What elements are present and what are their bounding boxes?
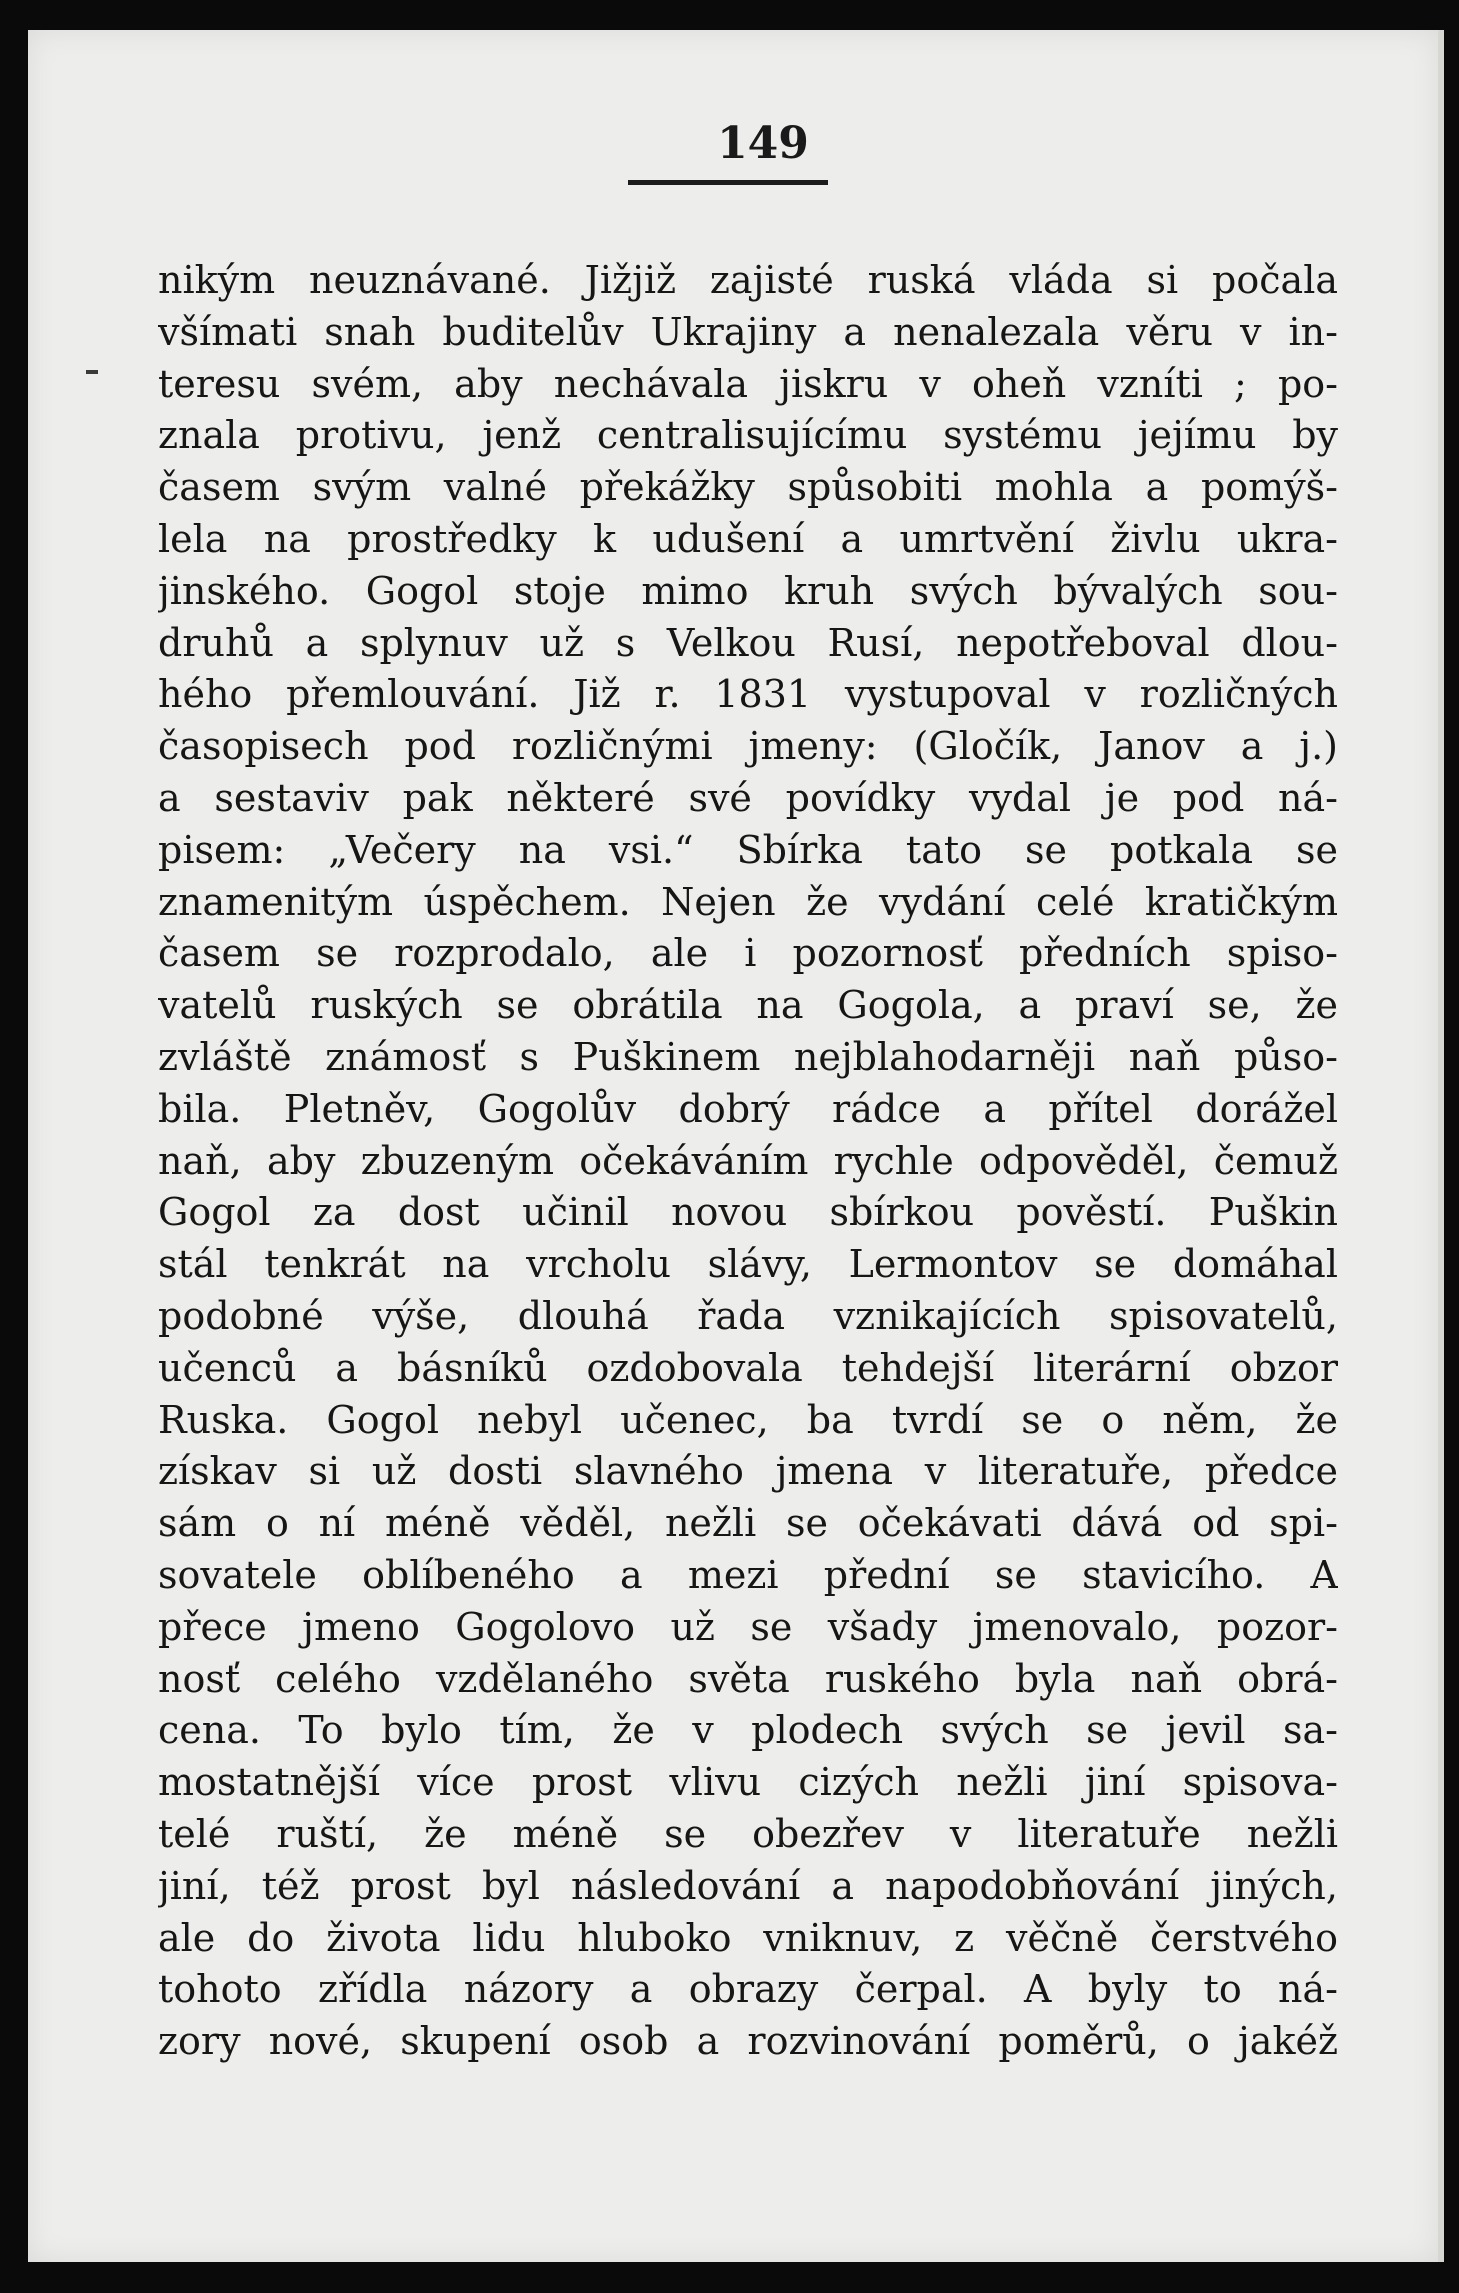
margin-mark <box>86 370 98 374</box>
text-line: hého přemlouvání. Již r. 1831 vystupoval v rozličných <box>158 672 1338 717</box>
text-line: bila. Pletněv, Gogolův dobrý rádce a přítel dorážel <box>158 1086 1338 1131</box>
text-line: naň, aby zbuzeným očekáváním rychle odpověděl, čemuž <box>158 1138 1338 1183</box>
text-line: jinského. Gogol stoje mimo kruh svých bývalých sou- <box>158 568 1338 613</box>
text-line: teresu svém, aby nechávala jiskru v oheň vzníti ; po- <box>158 361 1338 406</box>
text-line: nikým neuznávané. Jižjiž zajisté ruská vláda si počala <box>158 258 1338 302</box>
text-line: sovatele oblíbeného a mezi přední se stavicího. A <box>158 1552 1338 1597</box>
text-line: telé ruští, že méně se obezřev v literatuře nežli <box>158 1811 1338 1856</box>
text-line: ale do života lidu hluboko vniknuv, z věčně čerstvého <box>158 1915 1338 1960</box>
text-line: pisem: „Večery na vsi.“ Sbírka tato se potkala se <box>158 827 1338 872</box>
page-number: 149 <box>717 118 809 169</box>
text-line: mostatnější více prost vlivu cizých nežli jiní spisova- <box>158 1760 1338 1805</box>
book-page <box>28 30 1444 2262</box>
body-text <box>158 255 1338 2068</box>
text-line: sám o ní méně věděl, nežli se očekávati dává od spi- <box>158 1501 1338 1546</box>
text-line: druhů a splynuv už s Velkou Rusí, nepotřeboval dlou- <box>158 620 1338 665</box>
text-line: zvláště známosť s Puškinem nejblahodarněji naň půso- <box>158 1034 1338 1079</box>
text-line: zory nové, skupení osob a rozvinování poměrů, o jakéž <box>158 2019 1338 2064</box>
text-line: časem svým valné překážky spůsobiti mohla a pomýš- <box>158 465 1338 510</box>
text-line: Ruska. Gogol nebyl učenec, ba tvrdí se o něm, že <box>158 1397 1338 1442</box>
text-line: časem se rozprodalo, ale i pozornosť předních spiso- <box>158 931 1338 976</box>
text-line: nosť celého vzdělaného světa ruského byla naň obrá- <box>158 1656 1338 1701</box>
page-number-rule <box>628 180 828 185</box>
text-line: přece jmeno Gogolovo už se všady jmenovalo, pozor- <box>158 1604 1338 1649</box>
text-line: vatelů ruských se obrátila na Gogola, a praví se, že <box>158 983 1338 1028</box>
text-line: znala protivu, jenž centralisujícímu systému jejímu by <box>158 413 1338 458</box>
text-line: lela na prostředky k udušení a umrtvění živlu ukra- <box>158 516 1338 561</box>
text-line: všímati snah buditelův Ukrajiny a nenalezala věru v in- <box>158 309 1338 354</box>
text-line: Gogol za dost učinil novou sbírkou pověstí. Puškin <box>158 1190 1338 1235</box>
text-line: znamenitým úspěchem. Nejen že vydání celé kratičkým <box>158 879 1338 924</box>
text-line: cena. To bylo tím, že v plodech svých se jevil sa- <box>158 1708 1338 1753</box>
text-line: a sestaviv pak některé své povídky vydal je pod ná- <box>158 775 1338 820</box>
text-line: podobné výše, dlouhá řada vznikajících spisovatelů, <box>158 1293 1338 1338</box>
text-line: tohoto zřídla názory a obrazy čerpal. A byly to ná- <box>158 1967 1338 2012</box>
text-line: učenců a básníků ozdobovala tehdejší literární obzor <box>158 1345 1338 1390</box>
text-line: získav si už dosti slavného jmena v literatuře, předce <box>158 1449 1338 1494</box>
text-line: jiní, též prost byl následování a napodobňování jiných, <box>158 1863 1338 1908</box>
text-line: časopisech pod rozličnými jmeny: (Gločík, Janov a j.) <box>158 724 1338 769</box>
text-line: stál tenkrát na vrcholu slávy, Lermontov se domáhal <box>158 1242 1338 1287</box>
